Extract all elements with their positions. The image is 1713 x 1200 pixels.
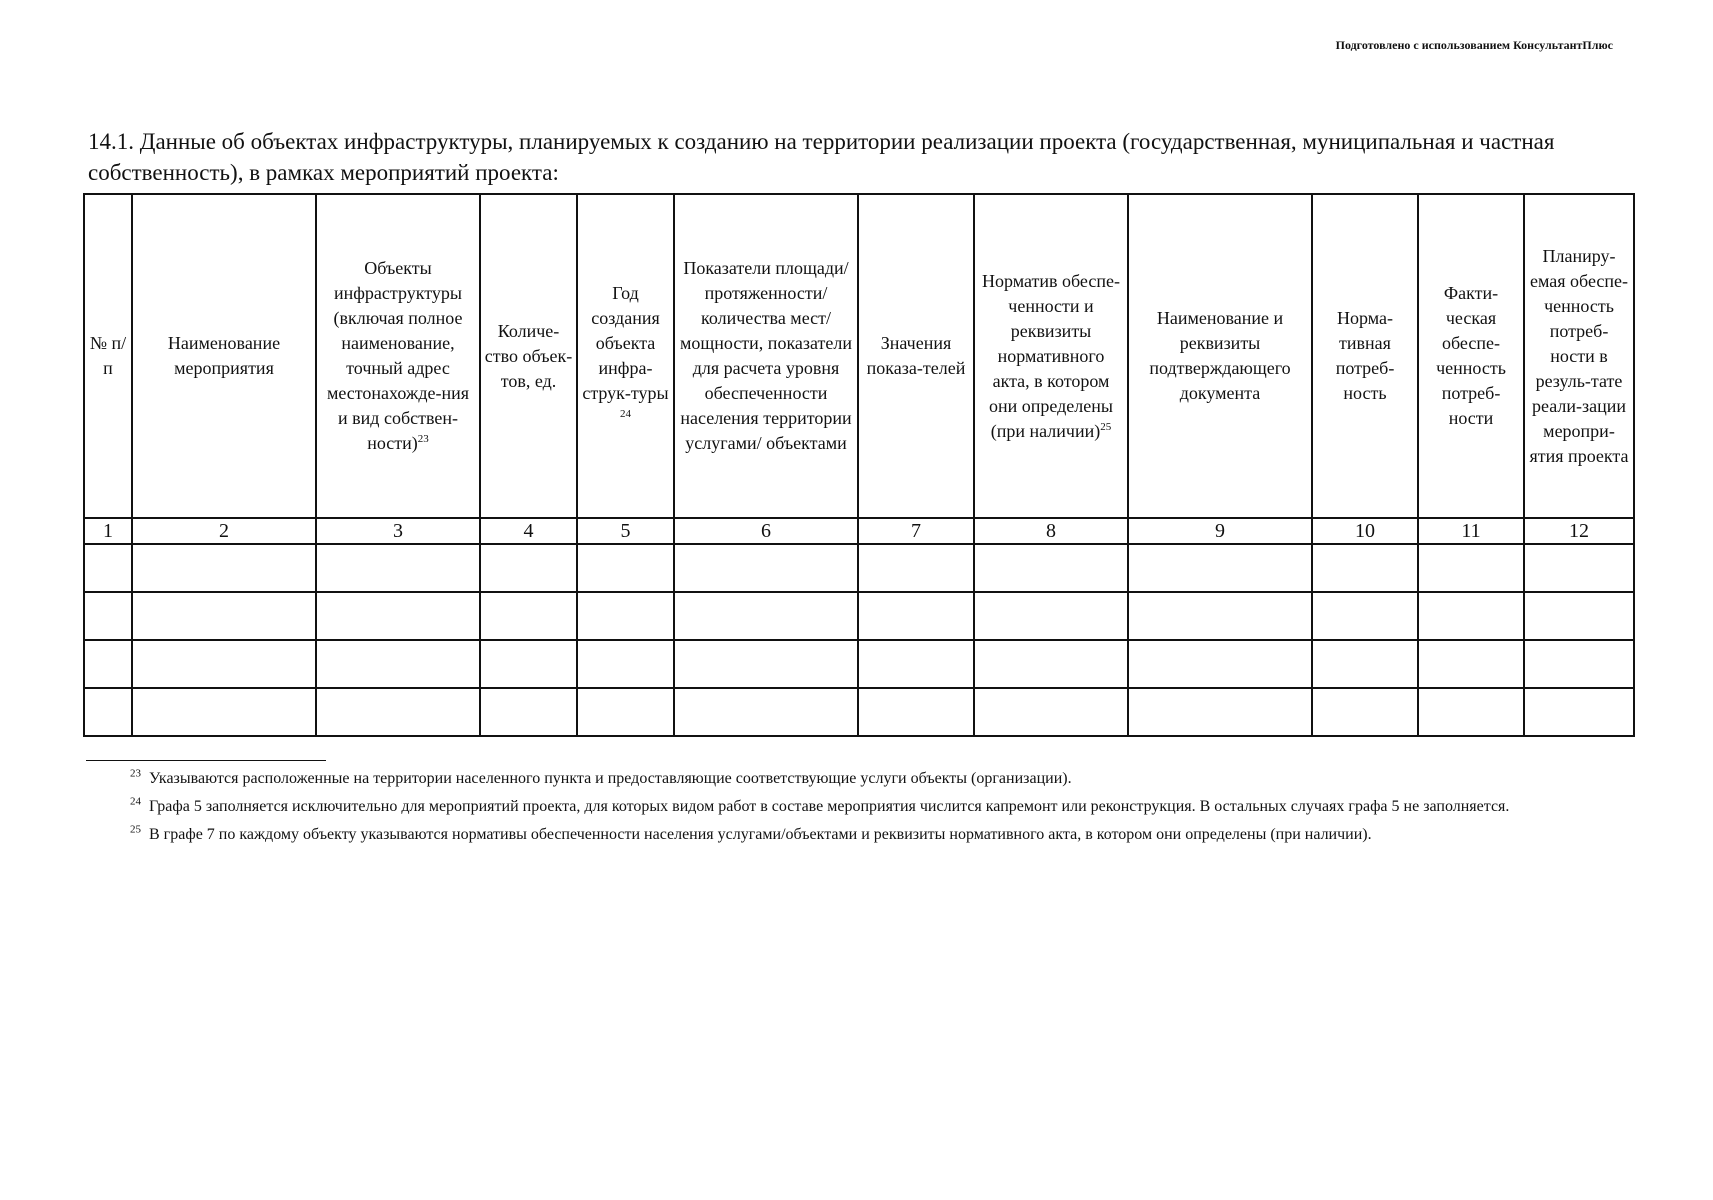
table-row — [84, 544, 1634, 592]
table-cell[interactable] — [480, 544, 577, 592]
table-cell[interactable] — [480, 592, 577, 640]
col-header-1: № п/п — [84, 194, 132, 518]
footnote-text: Графа 5 заполняется исключительно для мероприятий проекта, для которых видом работ в составе мероприятия числится капремонт или реконструкция. В остальных случаях графа 5 не заполняется. — [149, 798, 1510, 815]
column-number: 5 — [577, 518, 674, 544]
table-cell[interactable] — [1128, 544, 1312, 592]
table-cell[interactable] — [1418, 688, 1524, 736]
table-cell[interactable] — [1312, 640, 1418, 688]
table-cell[interactable] — [84, 544, 132, 592]
table-cell[interactable] — [974, 688, 1128, 736]
table-cell[interactable] — [858, 544, 974, 592]
table-row — [84, 688, 1634, 736]
table-row — [84, 592, 1634, 640]
column-number: 10 — [1312, 518, 1418, 544]
footnote-25 — [86, 823, 1636, 847]
table-cell[interactable] — [1524, 544, 1634, 592]
table-header-row — [84, 194, 1634, 518]
table-cell[interactable] — [316, 688, 480, 736]
column-number: 2 — [132, 518, 316, 544]
table-cell[interactable] — [858, 640, 974, 688]
footnote-text: Указываются расположенные на территории населенного пункта и предоставляющие соответствующие услуги объекты (организации). — [149, 770, 1072, 787]
col-header-12: Планиру-емая обеспе-ченность потреб-ности в резуль-тате реали-зации меропри-ятия проекта — [1524, 194, 1634, 518]
table-row — [84, 640, 1634, 688]
table-cell[interactable] — [577, 688, 674, 736]
table-cell[interactable] — [316, 544, 480, 592]
footnote-24 — [86, 795, 1636, 819]
footnote-ref: 24 — [620, 408, 631, 420]
footnote-text: В графе 7 по каждому объекту указываются нормативы обеспеченности населения услугами/объектами и реквизиты нормативного акта, в котором они определены (при наличии). — [149, 826, 1372, 843]
column-number: 9 — [1128, 518, 1312, 544]
infrastructure-table — [83, 193, 1635, 737]
table-cell[interactable] — [132, 592, 316, 640]
table-cell[interactable] — [132, 640, 316, 688]
table-cell[interactable] — [1312, 544, 1418, 592]
table-cell[interactable] — [132, 688, 316, 736]
col-header-4: Количе-ство объек-тов, ед. — [480, 194, 577, 518]
table-cell[interactable] — [1128, 640, 1312, 688]
table-cell[interactable] — [1524, 640, 1634, 688]
table-cell[interactable] — [316, 592, 480, 640]
table-cell[interactable] — [1128, 688, 1312, 736]
table-cell[interactable] — [1418, 592, 1524, 640]
table-cell[interactable] — [974, 640, 1128, 688]
column-number: 3 — [316, 518, 480, 544]
table-cell[interactable] — [84, 592, 132, 640]
footnote-mark: 25 — [130, 823, 141, 836]
table-cell[interactable] — [84, 640, 132, 688]
col-header-9: Наименование и реквизиты подтверждающего документа — [1128, 194, 1312, 518]
col-header-2: Наименование мероприятия — [132, 194, 316, 518]
column-number-row — [84, 518, 1634, 544]
footnote-ref: 23 — [417, 433, 429, 445]
table-cell[interactable] — [480, 688, 577, 736]
column-number: 6 — [674, 518, 858, 544]
table-cell[interactable] — [1418, 544, 1524, 592]
table-cell[interactable] — [858, 592, 974, 640]
table-cell[interactable] — [974, 544, 1128, 592]
table-cell[interactable] — [316, 640, 480, 688]
table-cell[interactable] — [1312, 688, 1418, 736]
footnote-mark: 24 — [130, 795, 141, 808]
table-cell[interactable] — [1128, 592, 1312, 640]
column-number: 7 — [858, 518, 974, 544]
col-header-7: Значения показа-телей — [858, 194, 974, 518]
table-cell[interactable] — [858, 688, 974, 736]
col-header-11: Факти-ческая обеспе-ченность потреб-ности — [1418, 194, 1524, 518]
table-cell[interactable] — [974, 592, 1128, 640]
table-cell[interactable] — [674, 592, 858, 640]
section-title: 14.1. Данные об объектах инфраструктуры, планируемых к созданию на территории реализации проекта (государственная, муниципальная и частная собственность), в рамках мероприятий проекта: — [88, 129, 1555, 185]
col-header-6: Показатели площади/ протяженности/ количества мест/мощности, показатели для расчета уровня обеспеченности населения территории услугами/ объектами — [674, 194, 858, 518]
column-number: 11 — [1418, 518, 1524, 544]
column-number: 12 — [1524, 518, 1634, 544]
footnote-23 — [86, 767, 1636, 791]
footnote-ref: 25 — [1100, 420, 1112, 433]
table-cell[interactable] — [480, 640, 577, 688]
table-cell[interactable] — [674, 544, 858, 592]
table-cell[interactable] — [674, 688, 858, 736]
table-cell[interactable] — [577, 544, 674, 592]
consultant-plus-note: Подготовлено с использованием КонсультантПлюс — [1335, 38, 1613, 52]
table-cell[interactable] — [84, 688, 132, 736]
col-header-8: Норматив обеспе-ченности и реквизиты нормативного акта, в котором они определены (при наличии)$^{25}$ — [974, 194, 1128, 518]
col-header-3: Объекты инфраструктуры (включая полное наименование, точный адрес местонахожде-ния и вид собствен-ности)$^{23}$ — [316, 194, 480, 518]
table-cell[interactable] — [577, 592, 674, 640]
table-cell[interactable] — [132, 544, 316, 592]
column-number: 1 — [84, 518, 132, 544]
footnotes — [86, 760, 1636, 851]
col-header-10: Норма-тивная потреб-ность — [1312, 194, 1418, 518]
footnote-mark: 23 — [130, 767, 141, 780]
table-cell[interactable] — [674, 640, 858, 688]
col-header-5: Год создания объекта инфра-струк-туры $^{24}$ — [577, 194, 674, 518]
column-number: 4 — [480, 518, 577, 544]
footnote-divider — [86, 760, 326, 761]
table-cell[interactable] — [577, 640, 674, 688]
table-cell[interactable] — [1418, 640, 1524, 688]
table-cell[interactable] — [1312, 592, 1418, 640]
table-cell[interactable] — [1524, 688, 1634, 736]
column-number: 8 — [974, 518, 1128, 544]
table-cell[interactable] — [1524, 592, 1634, 640]
